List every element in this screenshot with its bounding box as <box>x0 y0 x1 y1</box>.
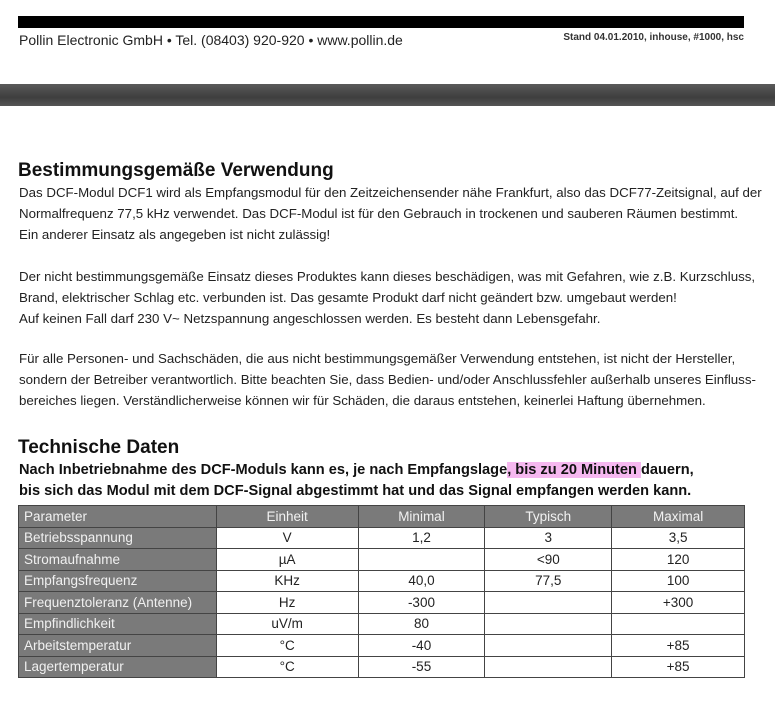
cell-parameter: Lagertemperatur <box>19 656 217 678</box>
cell-typ <box>485 592 612 614</box>
cell-typ: <90 <box>485 549 612 571</box>
cell-unit: °C <box>216 656 358 678</box>
tech-intro <box>19 460 759 502</box>
cell-typ <box>485 635 612 657</box>
table-row <box>19 592 745 614</box>
cell-max <box>612 613 745 635</box>
intro-text: Nach Inbetriebnahme des DCF-Moduls kann es, je nach Empfangslage <box>19 462 508 478</box>
intro-text: dauern, <box>640 462 694 478</box>
text-line: Auf keinen Fall darf 230 V~ Netzspannung angeschlossen werden. Es besteht dann Lebensgefahr. <box>19 311 601 326</box>
text-line: sondern der Betreiber verantwortlich. Bitte beachten Sie, dass Bedien- und/oder Anschlussfehler außerhalb unseres Einfluss- <box>19 372 756 387</box>
text-line: Das DCF-Modul DCF1 wird als Empfangsmodul für den Zeitzeichensender nähe Frankfurt, also das DCF77-Zeitsignal, auf der <box>19 185 762 200</box>
section-title-usage: Bestimmungsgemäße Verwendung <box>18 160 334 181</box>
cell-typ <box>485 656 612 678</box>
table-row <box>19 613 745 635</box>
cell-min: -40 <box>358 635 485 657</box>
table-row <box>19 527 745 549</box>
company-contact: Pollin Electronic GmbH • Tel. (08403) 920-920 • www.pollin.de <box>19 32 403 48</box>
cell-typ <box>485 613 612 635</box>
cell-unit: °C <box>216 635 358 657</box>
usage-paragraph-2 <box>19 266 759 329</box>
header-parameter: Parameter <box>19 506 217 528</box>
table-row <box>19 570 745 592</box>
cell-unit: KHz <box>216 570 358 592</box>
cell-min: 1,2 <box>358 527 485 549</box>
cell-parameter: Empfangsfrequenz <box>19 570 217 592</box>
text-line: Für alle Personen- und Sachschäden, die aus nicht bestimmungsgemäßer Verwendung entstehen, ist nicht der Hersteller, <box>19 351 736 366</box>
cell-unit: uV/m <box>216 613 358 635</box>
cell-parameter: Betriebsspannung <box>19 527 217 549</box>
cell-max: +85 <box>612 656 745 678</box>
tech-data-table <box>18 505 745 678</box>
document-stand: Stand 04.01.2010, inhouse, #1000, hsc <box>563 32 744 43</box>
header-min: Minimal <box>358 506 485 528</box>
cell-min: 40,0 <box>358 570 485 592</box>
cell-max: 3,5 <box>612 527 745 549</box>
table-row <box>19 635 745 657</box>
header-unit: Einheit <box>216 506 358 528</box>
usage-paragraph-3 <box>19 348 759 411</box>
cell-min <box>358 549 485 571</box>
section-title-tech-data: Technische Daten <box>18 437 180 458</box>
text-line: Der nicht bestimmungsgemäße Einsatz dieses Produktes kann dieses beschädigen, was mit Gefahren, wie z.B. Kurzschluss, <box>19 269 756 284</box>
highlighted-duration: , bis zu 20 Minuten <box>507 462 641 478</box>
cell-min: -300 <box>358 592 485 614</box>
intro-line-1 <box>19 460 759 481</box>
cell-max: 100 <box>612 570 745 592</box>
cell-min: 80 <box>358 613 485 635</box>
header-max: Maximal <box>612 506 745 528</box>
cell-min: -55 <box>358 656 485 678</box>
text-line: Ein anderer Einsatz als angegeben ist nicht zulässig! <box>19 227 331 242</box>
intro-line-2: bis sich das Modul mit dem DCF-Signal abgestimmt hat und das Signal empfangen werden kann. <box>19 483 692 499</box>
text-line: Normalfrequenz 77,5 kHz verwendet. Das DCF-Modul ist für den Gebrauch in trockenen und sauberen Räumen bestimmt. <box>19 206 739 221</box>
cell-typ: 77,5 <box>485 570 612 592</box>
cell-parameter: Frequenztoleranz (Antenne) <box>19 592 217 614</box>
text-line: Brand, elektrischer Schlag etc. verbunden ist. Das gesamte Produkt darf nicht geändert bzw. umgebaut werden! <box>19 290 677 305</box>
table-header-row <box>19 506 745 528</box>
usage-paragraph-1 <box>19 182 762 245</box>
cell-unit: µA <box>216 549 358 571</box>
cell-unit: Hz <box>216 592 358 614</box>
cell-unit: V <box>216 527 358 549</box>
cell-parameter: Stromaufnahme <box>19 549 217 571</box>
cell-max: +300 <box>612 592 745 614</box>
cell-max: +85 <box>612 635 745 657</box>
text-line: bereiches liegen. Verständlicherweise können wir für Schäden, die daraus entstehen, keinerlei Haftung übernehmen. <box>19 393 706 408</box>
header-band <box>0 84 775 106</box>
top-rule <box>18 16 744 28</box>
cell-typ: 3 <box>485 527 612 549</box>
header-typ: Typisch <box>485 506 612 528</box>
table-row <box>19 656 745 678</box>
table-row <box>19 549 745 571</box>
cell-parameter: Empfindlichkeit <box>19 613 217 635</box>
cell-parameter: Arbeitstemperatur <box>19 635 217 657</box>
cell-max: 120 <box>612 549 745 571</box>
